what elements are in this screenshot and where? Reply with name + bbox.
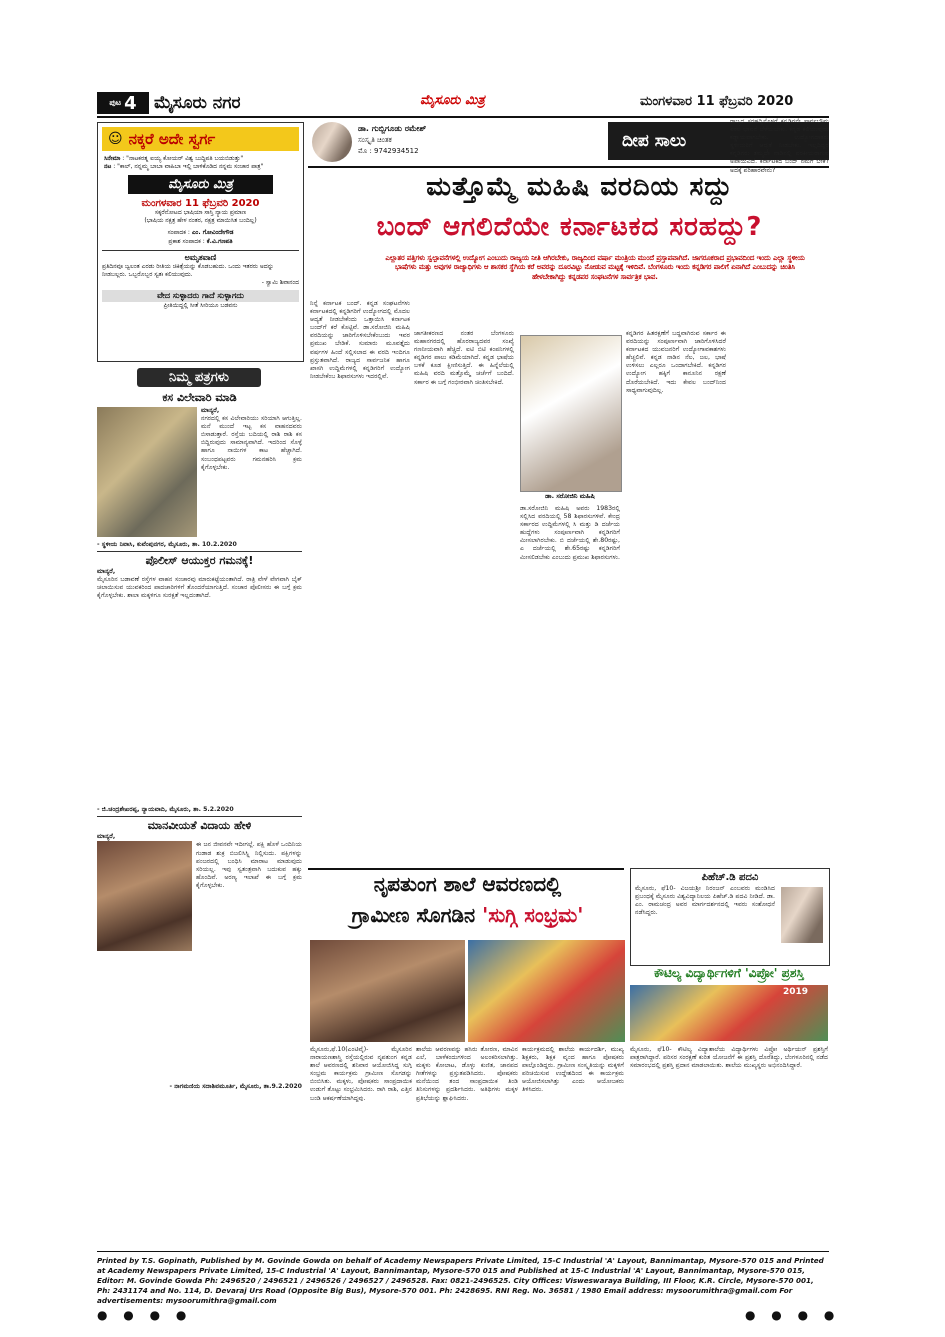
imprint-footer: Printed by T.S. Gopinath, Published by M. Govinde Gowda on behalf of Academy Newspapers Private Limited, 15-C Industrial 'A' Layout, Bannimantap, Mysore-570 015 and Printed at Academy Newspapers Private Limited, 15-C Industrial 'A' Layout, Bannimantap, Mysore-570 015 and Published at 15-C Industrial 'A' Layout, Bannimantap, Mysore-570 015, Editor: M. Govinde Gowda Ph: 2496520 / 2496521 / 2496526 / 2496527 / 2496528. Fax: 0821-2496525. City Offices: Visweswaraya Building, III Floor, K.R. Circle, Mysore-570 001, Ph: 2431174 and No. 114, D. Devaraj Urs Road (Opposite Big Bus), Mysore-570 001. Ph: 2428695. RNI Reg. No. 36581 / 1980 Email address: mysoorumithra@gmail.com For advertisements: mysoorumithra@gmail.com <box>97 1256 824 1305</box>
amrutavani-author: - ಸ್ವಾಮಿ ಶಿವಾನಂದ <box>261 279 299 286</box>
article-body-col5: ರಾಜ್ಯದ ಸರಹದ್ದಿನೊಳಗೆ ಕನ್ನಡಿಗನೇ ಸಾರ್ವಭೌಮ ಎಂಬ ಭಾವನೆ ಬೆಳೆಯಬೇಕು. ಕನ್ನಡ ಕಲಿಯುವುದು ಕಡ್ಡಾಯವಾಗಬೇಕು. ಉದ್ಯೋಗದಾತರು ಸ್ಥಳೀಯರಿಗೆ ಆದ್ಯತೆ ನೀಡಬೇಕು. ಇಲ್ಲದಿದ್ದರೆ ಕನ್ನಡಿಗರು ತಮ್ಮದೇ ನಾಡಿನಲ್ಲಿ ಪರಕೀಯರಾಗುವ ಅಪಾಯವಿದೆ. ಕರ್ನಾಟಕದ ಬಂದ್ ನಮಗೆ ಬೇಕೆ? ಅದಕ್ಕೆ ಪರಿಹಾರವೇನು? <box>730 118 829 174</box>
section-city-title: ಮೈಸೂರು ನಗರ <box>154 93 241 113</box>
letter2-salutation: ಮಾನ್ಯರೆ, <box>97 568 116 576</box>
letters-column <box>97 368 302 1248</box>
cinema-title: ನಕ್ಕರೆ ಅದೇ ಸ್ವರ್ಗ <box>128 130 216 148</box>
phd-text: ಮೈಸೂರು, ಫೆ10- ವಿಜಯಶ್ರೀ ನಿರಂಜನ್ ಎಂಬವರು ಮಂಡಿಸಿದ ಪ್ರಬಂಧಕ್ಕೆ ಮೈಸೂರು ವಿಶ್ವವಿದ್ಯಾನಿಲಯ ಪಿಹೆಚ್.ಡಿ ಪದವಿ ನೀಡಿದೆ. ಡಾ. ಎಂ. ರಾಮಚಂದ್ರ ಅವರ ಮಾರ್ಗದರ್ಶನದಲ್ಲಿ ಇವರು ಸಂಶೋಧನೆ ನಡೆಸಿದ್ದರು. <box>635 885 775 917</box>
award-text: ಮೈಸೂರು, ಫೆ10- ಕೌಟಿಲ್ಯ ವಿದ್ಯಾಶಾಲೆಯ ವಿದ್ಯಾರ್ಥಿಗಳು ವಿಪ್ರೋ ಅರ್ಥಿಯನ್ ಪ್ರಶಸ್ತಿಗೆ ಪಾತ್ರರಾಗಿದ್ದಾರೆ. ಪರಿಸರ ಸಂರಕ್ಷಣೆ ಕುರಿತ ಯೋಜನೆಗೆ ಈ ಪ್ರಶಸ್ತಿ ದೊರೆತಿದ್ದು, ಬೆಂಗಳೂರಿನಲ್ಲಿ ನಡೆದ ಸಮಾರಂಭದಲ್ಲಿ ಪ್ರಶಸ್ತಿ ಪ್ರದಾನ ಮಾಡಲಾಯಿತು. ಶಾಲೆಯ ಮುಖ್ಯಸ್ಥರು ಅಭಿನಂದಿಸಿದ್ದಾರೆ. <box>630 1046 828 1070</box>
school-event-photo2 <box>468 940 625 1042</box>
cinema-title-bar <box>102 127 299 151</box>
school-story-col3: ಕಾರ್ಯಕ್ರಮದಲ್ಲಿ ಶಾಲೆಯ ಕಾರ್ಯದರ್ಶಿ, ಮುಖ್ಯ ಶಿಕ್ಷಕರು, ಶಿಕ್ಷಕ ವೃಂದ ಹಾಗೂ ಪೋಷಕರು ಪಾಲ್ಗೊಂಡಿದ್ದರು. ಗ್ರಾಮೀಣ ಸಂಸ್ಕೃತಿಯನ್ನು ಮಕ್ಕಳಿಗೆ ಪರಿಚಯಿಸುವ ಉದ್ದೇಶದಿಂದ ಈ ಕಾರ್ಯಕ್ರಮ ಆಯೋಜಿಸಲಾಗಿತ್ತು ಎಂದು ಆಯೋಜಕರು ತಿಳಿಸಿದರು. <box>522 1046 624 1094</box>
column-name: ದೀಪ ಸಾಲು <box>608 122 829 160</box>
phd-story-box <box>630 868 830 966</box>
cinema-line2-label: ನಟ <box>104 163 112 170</box>
masthead-brand: ಮೈಸೂರು ಮಿತ್ರ <box>420 93 485 108</box>
amrutavani-text: ಪ್ರತಿದಿನವೂ ಜ್ವಲಂತ ಎರಡು ರೀತಿಯ ಚಿಕಿತ್ಸೆಯನ್ನು ಕೊಡಬಹುದು. ಒಂದು ಇತರರು ಅದನ್ನು ನೀಡಬಲ್ಲರು. ಒಬ್ಬರೊಬ್ಬರ ಸ್ವತಃ ಕಲಿಯುವುದು. <box>102 263 274 278</box>
amrutavani-title: ಅಮೃತವಾಣಿ <box>184 253 217 262</box>
registration-dots-left: ● ● ● ● <box>97 1308 193 1322</box>
masthead-date: ಮಂಗಳವಾರ 11 ಫೆಬ್ರವರಿ 2020 <box>640 94 794 109</box>
editor-name: ಎಂ. ಗೋವಿಂದೇಗೌಡ <box>191 229 234 236</box>
letter1-body: ನಗರದಲ್ಲಿ ಕಸ ವಿಲೇವಾರಿಯು ಸರಿಯಾಗಿ ಆಗುತ್ತಿಲ್ಲ. ಮನೆ ಮುಂದೆ ಇಟ್ಟ ಕಸ ವಾಹನದವರು ಬಿಸಾಡುತ್ತಾರೆ. ರಸ್ತೆಯ ಬದಿಯಲ್ಲಿ ರಾಶಿ ರಾಶಿ ಕಸ ಬಿದ್ದಿರುವುದು ಸಾಮಾನ್ಯವಾಗಿದೆ. ಇದರಿಂದ ಸೊಳ್ಳೆ ಹಾಗೂ ನಾಯಿಗಳ ಕಾಟ ಹೆಚ್ಚಾಗಿದೆ. ಸಂಬಂಧಪಟ್ಟವರು ಗಮನಹರಿಸಿ ಕ್ರಮ ಕೈಗೊಳ್ಳಬೇಕು. <box>201 415 302 471</box>
page-number-box <box>97 92 149 114</box>
article-body-col2: ಜಾಗತೀಕರಣದ ನಂತರ ಬೆಂಗಳೂರು ಮಹಾನಗರದಲ್ಲಿ ಹೊರರಾಜ್ಯದವರ ಸಂಖ್ಯೆ ಗಣನೀಯವಾಗಿ ಹೆಚ್ಚಿದೆ. ಐಟಿ ಬಿಟಿ ಕಂಪನಿಗಳಲ್ಲಿ ಕನ್ನಡಿಗರ ಪಾಲು ಕಡಿಮೆಯಾಗಿದೆ. ಕನ್ನಡ ಭಾಷೆಯ ಬಳಕೆ ಕೂಡ ಕ್ಷೀಣಿಸುತ್ತಿದೆ. ಈ ಹಿನ್ನೆಲೆಯಲ್ಲಿ ಮಹಿಷಿ ವರದಿ ಮತ್ತೊಮ್ಮೆ ಚರ್ಚೆಗೆ ಬಂದಿದೆ. ಸರ್ಕಾರ ಈ ಬಗ್ಗೆ ಗಂಭೀರವಾಗಿ ಚಿಂತಿಸಬೇಕಿದೆ. <box>414 330 514 386</box>
letter3-body-continued <box>97 953 302 1083</box>
author-mobile: ಮೊ : 9742934512 <box>358 147 419 155</box>
editor-label: ಸಂಪಾದಕ <box>167 229 186 236</box>
school-event-photo1 <box>310 940 465 1042</box>
page-label: ಪುಟ <box>109 98 122 107</box>
article-body-col1: ನಿನ್ನೆ ಕರ್ನಾಟಕ ಬಂದ್. ಕನ್ನಡ ಸಂಘಟನೆಗಳು ಕರ್ನಾಟಕದಲ್ಲಿ ಕನ್ನಡಿಗರಿಗೆ ಉದ್ಯೋಗದಲ್ಲಿ ಮೊದಲ ಆದ್ಯತೆ ನೀಡಬೇಕೆಂದು ಒತ್ತಾಯಿಸಿ ಕರ್ನಾಟಕ ಬಂದ್‌ಗೆ ಕರೆ ಕೊಟ್ಟಿವೆ. ಡಾ.ಸರೋಜಿನಿ ಮಹಿಷಿ ವರದಿಯನ್ನು ಜಾರಿಗೊಳಿಸಬೇಕೆಂಬುದು ಇವರ ಪ್ರಮುಖ ಬೇಡಿಕೆ. ಸುಮಾರು ಮೂವತ್ತೈದು ವರ್ಷಗಳ ಹಿಂದೆ ಸಲ್ಲಿಸಲಾದ ಈ ವರದಿ ಇಂದಿಗೂ ಪ್ರಸ್ತುತವಾಗಿದೆ. ರಾಜ್ಯದ ಸಾರ್ವಜನಿಕ ಹಾಗೂ ಖಾಸಗಿ ಉದ್ದಿಮೆಗಳಲ್ಲಿ ಕನ್ನಡಿಗರಿಗೆ ಉದ್ಯೋಗ ನೀಡಬೇಕೆಂಬ ಶಿಫಾರಸುಗಳು ಇದರಲ್ಲಿವೆ. <box>310 300 410 380</box>
registration-dots-right: ● ● ● ● <box>745 1308 841 1322</box>
publisher-label: ಪ್ರಕಾಶ ಸಂಪಾದಕ <box>168 238 201 245</box>
letter2-title: ಪೊಲೀಸ್ ಆಯುಕ್ತರ ಗಮನಕ್ಕೆ! <box>97 551 302 568</box>
letter3-salutation: ಮಾನ್ಯರೆ, <box>97 833 116 841</box>
standfirst: ಎಲ್ಲಾತರ ಪತ್ತಿಗಳು ಸ್ವಲ್ಪಾವನೆಗಳಲ್ಲಿ ಉದ್ಯೋಗ ಎಂಬುದು ರಾಜ್ಯಯ ನೀತಿ ಆಗಿರಬೇಕು, ರಾಜ್ಯದಿಂದ ವರ್ಷಾ ಮಂತ್ರಿಯ ಮುಂದೆ ಪ್ರಸ್ತಾಪವಾಗಿದೆ. ಜಾಗರೂಕರಾದ ಪ್ರಭಾವದಿಂದ ಇಂದು ಎಲ್ಲಾ ಸ್ಥಳೀಯ ಭಾಷೆಗಳು ಮತ್ತು ಅವುಗಳ ರಾಜ್ಯಾಧಿಗಳು ಆ ಶಾಸಕರ ಸ್ಥೆಗಿಯ ಕರೆ ಅವರನ್ನು ದೂರವಿಟ್ಟು ನೋಡುವ ಮಟ್ಟಕ್ಕೆ ಇಳಿದಿವೆ. ಬೆಂಗಳೂರು ಇಂದು ಕನ್ನಡಿಗರ ಪಾಲಿಗೆ ಏನಾಗಿದೆ ಎಂಬುದನ್ನು ಚಿಂತಿಸಿ ಹೇಳಬೇಕಾಗಿದ್ದು ಕನ್ನಡಪರ ಸಂಘಟನೆಗಳ ಸಾರ್ವತ್ರಿಕ ಭಾವ. <box>385 254 805 281</box>
letter3-body: ಈ ಜನ ಜೀವನವೇ ಇದೀಗಲ್ಲೆ. ಪಕ್ಷಿ ಹೊಳೆ ಒಂದಿನಿಯ ಗುಡಾಡ ಶುಕ್ರ ಬಿಜಲಿಸಿಸ್ಪ್ಲಿ ನಿಲ್ಲಿಸುದು. ಪಕ್ಷಿಗಳನ್ನು ಪಂಜರದಲ್ಲಿ ಬಂಧಿಸಿ ಮಾರಾಟ ಮಾಡುವುದು ಸರಿಯಲ್ಲ. ಇವು ಸ್ವತಂತ್ರವಾಗಿ ಬದುಕುವ ಹಕ್ಕು ಹೊಂದಿವೆ. ಅರಣ್ಯ ಇಲಾಖೆ ಈ ಬಗ್ಗೆ ಕ್ರಮ ಕೈಗೊಳ್ಳಬೇಕು. <box>196 841 302 889</box>
school-headline-line2b: 'ಸುಗ್ಗಿ ಸಂಭ್ರಮ' <box>482 903 584 927</box>
footer-rule <box>97 1251 829 1252</box>
phd-person-photo <box>781 887 823 943</box>
masthead-logo: ಮೈಸೂರು ಮಿತ್ರ <box>128 175 273 194</box>
main-headline-line2: ಬಂದ್ ಆಗಲಿದೆಯೇ ಕರ್ನಾಟಕದ ಸರಹದ್ದು? <box>376 212 763 242</box>
bird-cage-photo <box>97 841 192 951</box>
mahishi-photo-caption: ಡಾ. ಸರೋಜಿನಿ ಮಹಿಷಿ <box>545 492 595 500</box>
masthead-date-box: ಮಂಗಳವಾರ 11 ಫೆಬ್ರವರಿ 2020 <box>141 198 260 209</box>
letter1-signature: - ಸ್ಥಳೀಯ ನಿವಾಸಿ, ಕುವೆಂಪುನಗರ, ಮೈಸೂರು, ತಾ. 10.2.2020 <box>97 541 237 549</box>
cinema-line2-text: : "ಕಾಲ್, ನನ್ನಮ್ಮ ಬಾಬಾ ವಾಹಿಬಾ ಇಲ್ಲಿ ಬಾಳಿಕೊಡಿದ ನನ್ನಮ ಸಂಚಾರ ಪಾತ್ರ" <box>113 163 264 170</box>
school-headline-line2a: ಗ್ರಾಮೀಣ ಸೊಗಡಿನ <box>351 903 483 927</box>
author-avatar <box>312 122 352 162</box>
school-story-rule <box>308 868 624 870</box>
page-number: 4 <box>124 92 137 114</box>
school-story-col2: ಶಾಲೆಯ ಆವರಣವನ್ನು ಹಸಿರು ತೋರಣ, ಮಾವಿನ ಎಲೆ, ಬಾಳೆಕಂದುಗಳಿಂದ ಅಲಂಕರಿಸಲಾಗಿತ್ತು. ಮಕ್ಕಳು ಕೋಲಾಟ, ಡೊಳ್ಳು ಕುಣಿತ, ಜಾನಪದ ಗೀತೆಗಳನ್ನು ಪ್ರಸ್ತುತಪಡಿಸಿದರು. ಪೋಷಕರು ಮನೆಯಿಂದ ತಂದ ಸಾಂಪ್ರದಾಯಿಕ ತಿಂಡಿ ತಿನಿಸುಗಳನ್ನು ಪ್ರದರ್ಶಿಸಿದರು. ಅತಿಥಿಗಳು ಮಕ್ಕಳ ಪ್ರತಿಭೆಯನ್ನು ಶ್ಲಾಘಿಸಿದರು. <box>416 1046 518 1102</box>
veda-title: ವೇದ ಸುಳ್ಳಾದರು ಗಾದೆ ಸುಳ್ಳಾಗದು <box>102 290 299 302</box>
author-name: ಡಾ. ಗುಬ್ಬಿಗೂಡು ರಮೇಶ್ <box>358 124 427 133</box>
veda-text: ಪ್ರೀತಿಯಿದ್ದಲ್ಲಿ ಸೀತೆ ಸೀರಿಯೂ ಬಡವನು <box>163 302 238 309</box>
article-body-col4: ಕನ್ನಡಿಗರ ಹಿತರಕ್ಷಣೆಗೆ ಬದ್ಧವಾಗಿರುವ ಸರ್ಕಾರ ಈ ವರದಿಯನ್ನು ಸಂಪೂರ್ಣವಾಗಿ ಜಾರಿಗೊಳಿಸಿದರೆ ಕರ್ನಾಟಕದ ಯುವಜನರಿಗೆ ಉದ್ಯೋಗಾವಕಾಶಗಳು ಹೆಚ್ಚಲಿವೆ. ಕನ್ನಡ ನಾಡಿನ ನೆಲ, ಜಲ, ಭಾಷೆ ಉಳಿಸಲು ಎಲ್ಲರೂ ಒಂದಾಗಬೇಕಿದೆ. ಕನ್ನಡಿಗರ ಉದ್ಯೋಗ ಹಕ್ಕಿಗೆ ಕಾನೂನಿನ ರಕ್ಷಣೆ ದೊರೆಯಬೇಕಿದೆ. ಇದು ಕೇವಲ ಬಂದ್‌ನಿಂದ ಸಾಧ್ಯವಾಗುವುದಿಲ್ಲ. <box>626 330 726 394</box>
publisher-name: ಕೆ.ವಿ.ಗಣಪತಿ <box>206 238 233 245</box>
letter2-signature: - ಜಿ.ಚಂದ್ರಶೇಖರಪ್ಪ, ನ್ಯಾಯವಾದಿ, ಮೈಸೂರು, ತಾ. 5.2.2020 <box>97 806 234 814</box>
mahishi-photo <box>520 335 622 492</box>
cinema-line1-text: : "ನಾಟಕರತ್ನ ಐಯ್ಯ ಕೋಯರ್ ವಿಶ್ವ ಬುದ್ಧಿಪತಿ ಬಯಬಿಡುತ್ತು" <box>122 155 244 162</box>
letter3-signature: - ನಾಗಮಣಿಯ ಸದಾಶಿವಮೂರ್ತಿ, ಮೈಸೂರು, ತಾ.9.2.2020 <box>169 1083 302 1091</box>
phd-title: ಪಿಹೆಚ್.ಡಿ ಪದವಿ <box>701 872 759 883</box>
award-banner-year: 2019 <box>782 987 808 997</box>
letter3-title: ಮಾನವೀಯತೆ ವಿದಾಯ ಹೇಳಿ <box>97 816 302 833</box>
cinema-masthead-box: ☺ ನಕ್ಕರೆ ಅದೇ ಸ್ವರ್ಗ ಸಿನೇಮಾ : "ನಾಟಕರತ್ನ ಐಯ್ಯ ಕೋಯರ್ ವಿಶ್ವ ಬುದ್ಧಿಪತಿ ಬಯಬಿಡುತ್ತು" ನಟ : "ಕಾಲ್, ನನ್ನಮ್ಮ ಬಾಬಾ ವಾಹಿಬಾ ಇಲ್ಲಿ ಬಾಳಿಕೊಡಿದ ನನ್ನಮ ಸಂಚಾರ ಪಾತ್ರ" ಮೈಸೂರು ಮಿತ್ರ ಮಂಗಳವಾರ 11 ಫೆಬ್ರವರಿ 2020 ಸಕ್ಕರೆನೋಟದ ಭಾಷಿಯಾ ಸಾಸ್ತಿ ನ್ಯಾಯ ಪ್ರಮಾಣ (ಭಾಷಿಯ ನಕ್ಷತ್ರ ಹೇಳ ನಂತರ, ನಕ್ಷತ್ರ ಮಾಯಿಸಿತ ಬಂದಿಲ್ಲ) ಸಂಪಾದಕ : ಎಂ. ಗೋವಿಂದೇಗೌಡ ಪ್ರಕಾಶ ಸಂಪಾದಕ : ಕೆ.ವಿ.ಗಣಪತಿ ಅಮೃತವಾಣಿ ಪ್ರತಿದಿನವೂ ಜ್ವಲಂತ ಎರಡು ರೀತಿಯ ಚಿಕಿತ್ಸೆಯನ್ನು ಕೊಡಬಹುದು. ಒಂದು ಇತರರು ಅದನ್ನು ನೀಡಬಲ್ಲರು. ಒಬ್ಬರೊಬ್ಬರ ಸ್ವತಃ ಕಲಿಯುವುದು. - ಸ್ವಾಮಿ ಶಿವಾನಂದ ವೇದ ಸುಳ್ಳಾದರು ಗಾದೆ ಸುಳ್ಳಾಗದು ಪ್ರೀತಿಯಿದ್ದಲ್ಲಿ ಸೀತೆ ಸೀರಿಯೂ ಬಡವನು <box>97 122 304 362</box>
school-story-col1: ಮೈಸೂರು,ಫೆ.10(ಎಂಟಿವೈ)- ಮೈಸೂರಿನ ನಾರಾಯಣಶಾಸ್ತ್ರಿ ರಸ್ತೆಯಲ್ಲಿರುವ ನೃಪತುಂಗ ಕನ್ನಡ ಶಾಲೆ ಆವರಣದಲ್ಲಿ ಶನಿವಾರ ಆಯೋಜಿಸಿದ್ದ ಸುಗ್ಗಿ ಸಂಭ್ರಮ ಕಾರ್ಯಕ್ರಮ ಗ್ರಾಮೀಣ ಸೊಗಡನ್ನು ಬಿಂಬಿಸಿತು. ಮಕ್ಕಳು, ಪೋಷಕರು ಸಾಂಪ್ರದಾಯಿಕ ಉಡುಗೆ ತೊಟ್ಟು ಸಂಭ್ರಮಿಸಿದರು. ರಾಗಿ ರಾಶಿ, ಎತ್ತಿನ ಬಂಡಿ ಆಕರ್ಷಣೆಯಾಗಿದ್ದವು. <box>310 1046 412 1102</box>
award-group-photo <box>630 985 828 1041</box>
award-title: ಕೌಟಿಲ್ಯ ವಿದ್ಯಾರ್ಥಿಗಳಿಗೆ 'ವಿಪ್ರೋ' ಪ್ರಶಸ್ತಿ <box>654 966 804 980</box>
letter1-salutation: ಮಾನ್ಯರೆ, <box>201 407 220 414</box>
letter2-body: ಮೈಸೂರಿನ ಬಡಾವಣೆ ರಸ್ತೆಗಳ ವಾಹನ ಸಂಚಾರವು ಮಾರುಕಟ್ಟೆಯಂತಾಗಿದೆ. ರಾತ್ರಿ ವೇಳೆ ವೇಗವಾಗಿ ಬೈಕ್ ಚಲಾಯಿಸುವ ಯುವಕರಿಂದ ಪಾದಚಾರಿಗಳಿಗೆ ತೊಂದರೆಯಾಗುತ್ತಿದೆ. ಸಂಚಾರ ಪೊಲೀಸರು ಈ ಬಗ್ಗೆ ಕ್ರಮ ಕೈಗೊಳ್ಳಬೇಕು. ಶಾಲಾ ಮಕ್ಕಳಿಗೂ ಸುರಕ್ಷತೆ ಇಲ್ಲದಂತಾಗಿದೆ. <box>97 576 302 600</box>
school-headline-line1: ನೃಪತುಂಗ ಶಾಲೆ ಆವರಣದಲ್ಲಿ <box>373 872 562 896</box>
masthead-sub1: ಸಕ್ಕರೆನೋಟದ ಭಾಷಿಯಾ ಸಾಸ್ತಿ ನ್ಯಾಯ ಪ್ರಮಾಣ <box>154 209 247 216</box>
article-body-col3: ಡಾ.ಸರೋಜಿನಿ ಮಹಿಷಿ ಅವರು 1983ರಲ್ಲಿ ಸಲ್ಲಿಸಿದ ವರದಿಯಲ್ಲಿ 58 ಶಿಫಾರಸುಗಳಿವೆ. ಕೇಂದ್ರ ಸರ್ಕಾರದ ಉದ್ದಿಮೆಗಳಲ್ಲಿ ಸಿ ಮತ್ತು ಡಿ ದರ್ಜೆಯ ಹುದ್ದೆಗಳು ಸಂಪೂರ್ಣವಾಗಿ ಕನ್ನಡಿಗರಿಗೆ ಮೀಸಲಾಗಿರಬೇಕು. ಬಿ ದರ್ಜೆಯಲ್ಲಿ ಶೇ.80ರಷ್ಟು, ಎ ದರ್ಜೆಯಲ್ಲಿ ಶೇ.65ರಷ್ಟು ಕನ್ನಡಿಗರಿಗೆ ಮೀಸಲಿಡಬೇಕು ಎಂಬುದು ಪ್ರಮುಖ ಶಿಫಾರಸುಗಳು. <box>520 505 620 561</box>
letter1-title: ಕಸ ವಿಲೇವಾರಿ ಮಾಡಿ <box>162 391 237 404</box>
smiley-icon: ☺ <box>108 131 123 147</box>
garbage-photo <box>97 407 197 537</box>
masthead-sub2: (ಭಾಷಿಯ ನಕ್ಷತ್ರ ಹೇಳ ನಂತರ, ನಕ್ಷತ್ರ ಮಾಯಿಸಿತ ಬಂದಿಲ್ಲ) <box>144 217 257 224</box>
letters-section-title: ನಿಮ್ಮ ಪತ್ರಗಳು <box>137 368 261 387</box>
author-role: ಸಂಸ್ಕೃತಿ ಚಿಂತಕ <box>358 136 392 144</box>
main-headline-line1: ಮತ್ತೊಮ್ಮೆ ಮಹಿಷಿ ವರದಿಯ ಸದ್ದು <box>426 172 733 202</box>
cinema-line1-label: ಸಿನೇಮಾ <box>104 155 121 162</box>
